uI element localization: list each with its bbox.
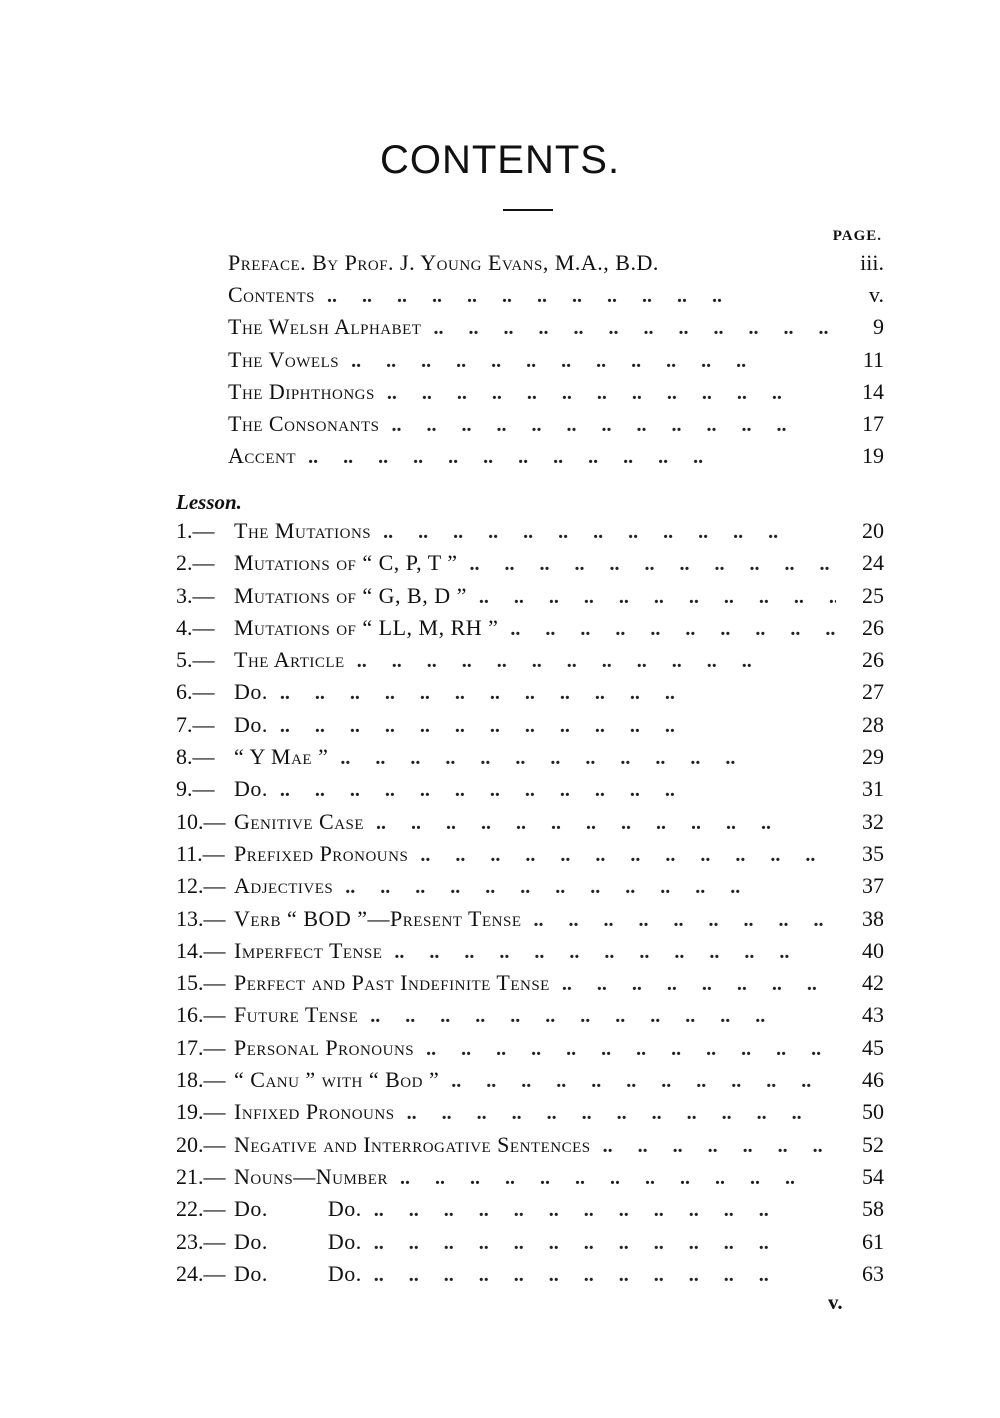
lesson-entry[interactable] xyxy=(176,1002,884,1034)
lesson-number: 1.— xyxy=(176,518,215,543)
lesson-number: 16.— xyxy=(176,1002,226,1028)
lesson-number: 5.— xyxy=(176,647,215,673)
lesson-title: Mutations of “ G, B, D ” xyxy=(234,582,467,608)
lesson-entry[interactable] xyxy=(176,809,884,841)
lesson-number: 3.— xyxy=(176,582,215,608)
lesson-entry[interactable] xyxy=(176,1164,884,1196)
lesson-entry[interactable] xyxy=(176,970,884,1002)
dot-leader xyxy=(374,1232,836,1255)
toc-entry-label: Preface. By Prof. J. Young Evans, M.A., B.D. xyxy=(228,250,659,275)
lesson-title: Do. Do. xyxy=(234,1228,362,1254)
lesson-number: 6.— xyxy=(176,679,215,705)
lesson-title: Mutations of “ C, P, T ” xyxy=(234,550,458,576)
lesson-title: Imperfect Tense xyxy=(234,937,383,963)
lesson-title: Do. Do. xyxy=(234,1260,362,1286)
lesson-entry[interactable] xyxy=(176,1067,884,1099)
toc-entry-contents[interactable] xyxy=(228,282,884,314)
lesson-title: Verb “ BOD ”—Present Tense xyxy=(234,905,522,931)
lesson-page: 26 xyxy=(862,614,884,640)
toc-entry-page: 17 xyxy=(862,410,884,436)
lesson-page: 61 xyxy=(862,1228,884,1254)
lesson-entry[interactable] xyxy=(176,583,884,615)
dot-leader xyxy=(374,1264,836,1287)
lesson-number: 20.— xyxy=(176,1131,226,1157)
lesson-page: 54 xyxy=(862,1163,884,1189)
lesson-entry[interactable] xyxy=(176,518,884,550)
lesson-page: 46 xyxy=(862,1067,884,1093)
lesson-number: 9.— xyxy=(176,776,215,802)
dot-leader xyxy=(357,650,836,673)
lesson-number: 13.— xyxy=(176,905,226,931)
dot-leader xyxy=(280,715,836,738)
toc-entry-label: Contents xyxy=(228,282,316,308)
lesson-page: 28 xyxy=(862,711,884,737)
dot-leader xyxy=(470,553,836,576)
lesson-page: 31 xyxy=(862,776,884,802)
toc-entry-page: iii. xyxy=(860,250,884,275)
lesson-page: 40 xyxy=(862,937,884,963)
lesson-entry[interactable] xyxy=(176,744,884,776)
lesson-entry[interactable] xyxy=(176,615,884,647)
lesson-number: 17.— xyxy=(176,1034,226,1060)
front-matter-list xyxy=(228,250,884,475)
lesson-entry[interactable] xyxy=(176,873,884,905)
dot-leader xyxy=(280,682,836,705)
lesson-title: The Article xyxy=(234,647,345,673)
lesson-page: 26 xyxy=(862,647,884,673)
lesson-page: 25 xyxy=(862,582,884,608)
lesson-title: Prefixed Pronouns xyxy=(234,840,409,866)
toc-entry-page: 14 xyxy=(862,378,884,404)
lesson-page: 20 xyxy=(862,518,884,543)
lesson-entry[interactable] xyxy=(176,550,884,582)
lesson-entry[interactable] xyxy=(176,938,884,970)
dot-leader xyxy=(280,779,836,802)
toc-entry-label: The Diphthongs xyxy=(228,378,375,404)
dot-leader xyxy=(376,812,836,835)
lesson-page: 24 xyxy=(862,550,884,576)
toc-entry-consonants[interactable] xyxy=(228,411,884,443)
dot-leader xyxy=(394,941,836,964)
lesson-number: 11.— xyxy=(176,840,225,866)
lesson-page: 50 xyxy=(862,1099,884,1125)
lesson-page: 38 xyxy=(862,905,884,931)
lesson-page: 52 xyxy=(862,1131,884,1157)
lesson-number: 18.— xyxy=(176,1067,226,1093)
dot-leader xyxy=(327,285,836,308)
lesson-entry[interactable] xyxy=(176,906,884,938)
toc-entry-welsh-alphabet[interactable] xyxy=(228,314,884,346)
lesson-page: 45 xyxy=(862,1034,884,1060)
lesson-number: 2.— xyxy=(176,550,215,576)
toc-entry-vowels[interactable] xyxy=(228,347,884,379)
lesson-heading: Lesson. xyxy=(176,490,242,514)
page-folio: v. xyxy=(828,1290,843,1314)
lesson-page: 43 xyxy=(862,1002,884,1028)
dot-leader xyxy=(374,1199,836,1222)
toc-entry-label: The Consonants xyxy=(228,410,380,436)
dot-leader xyxy=(351,350,836,373)
dot-leader xyxy=(562,973,836,996)
lesson-entry[interactable] xyxy=(176,1261,884,1293)
lesson-entry[interactable] xyxy=(176,1132,884,1164)
page-column-header: PAGE. xyxy=(832,228,882,244)
dot-leader xyxy=(433,317,836,340)
lesson-entry[interactable] xyxy=(176,1196,884,1228)
toc-entry-accent[interactable] xyxy=(228,443,884,475)
lesson-title: Nouns—Number xyxy=(234,1163,388,1189)
lesson-entry[interactable] xyxy=(176,1035,884,1067)
dot-leader xyxy=(426,1038,836,1061)
lesson-entry[interactable] xyxy=(176,647,884,679)
lesson-title: Infixed Pronouns xyxy=(234,1099,395,1125)
lesson-title: Do. Do. xyxy=(234,1196,362,1222)
dot-leader xyxy=(340,747,836,770)
lesson-title: “ Y Mae ” xyxy=(234,744,329,770)
dot-leader xyxy=(420,844,836,867)
toc-entry-diphthongs[interactable] xyxy=(228,379,884,411)
lesson-title: Perfect and Past Indefinite Tense xyxy=(234,970,550,996)
lesson-number: 7.— xyxy=(176,711,215,737)
dot-leader xyxy=(407,1102,836,1125)
lesson-number: 23.— xyxy=(176,1228,226,1254)
lesson-number: 10.— xyxy=(176,808,226,834)
lesson-number: 24.— xyxy=(176,1260,226,1286)
dot-leader xyxy=(391,414,836,437)
lesson-title: Do. xyxy=(234,776,268,802)
lesson-title: Adjectives xyxy=(234,873,334,899)
dot-leader xyxy=(383,521,836,544)
lesson-page: 32 xyxy=(862,808,884,834)
toc-entry-page: 19 xyxy=(862,443,884,469)
dot-leader xyxy=(370,1005,836,1028)
lesson-entry[interactable] xyxy=(176,1099,884,1131)
title-rule xyxy=(503,209,553,211)
lesson-number: 4.— xyxy=(176,614,215,640)
toc-entry-label: Accent xyxy=(228,443,297,469)
lesson-number: 22.— xyxy=(176,1196,226,1222)
lesson-number: 21.— xyxy=(176,1163,226,1189)
dot-leader xyxy=(345,876,836,899)
toc-entry-page: 11 xyxy=(862,346,884,372)
dot-leader xyxy=(603,1135,836,1158)
dot-leader xyxy=(451,1070,836,1093)
lesson-entry[interactable] xyxy=(176,1229,884,1261)
toc-entry-preface[interactable] xyxy=(228,250,884,282)
dot-leader xyxy=(479,586,836,609)
lesson-number: 15.— xyxy=(176,970,226,996)
lesson-number: 8.— xyxy=(176,744,215,770)
page-title: CONTENTS. xyxy=(379,138,621,182)
lesson-title: Mutations of “ LL, M, RH ” xyxy=(234,614,499,640)
toc-entry-label: The Vowels xyxy=(228,346,340,372)
dot-leader xyxy=(533,909,836,932)
lesson-title: Future Tense xyxy=(234,1002,359,1028)
lesson-page: 63 xyxy=(862,1260,884,1286)
lesson-page: 35 xyxy=(862,840,884,866)
lesson-page: 42 xyxy=(862,970,884,996)
lesson-title: Negative and Interrogative Sentences xyxy=(234,1131,591,1157)
dot-leader xyxy=(387,382,836,405)
lesson-number: 12.— xyxy=(176,873,226,899)
toc-entry-page: 9 xyxy=(873,314,884,340)
lesson-number: 19.— xyxy=(176,1099,226,1125)
lesson-title: “ Canu ” with “ Bod ” xyxy=(234,1067,440,1093)
lesson-page: 37 xyxy=(862,873,884,899)
lesson-number: 14.— xyxy=(176,937,226,963)
lesson-entry[interactable] xyxy=(176,841,884,873)
lesson-entry[interactable] xyxy=(176,679,884,711)
dot-leader xyxy=(400,1167,836,1190)
dot-leader xyxy=(308,446,836,469)
toc-entry-label: The Welsh Alphabet xyxy=(228,314,422,340)
lesson-title: Do. xyxy=(234,679,268,705)
lesson-entry[interactable] xyxy=(176,712,884,744)
toc-entry-page: v. xyxy=(868,282,884,308)
lesson-title: The Mutations xyxy=(234,518,372,543)
lesson-page: 58 xyxy=(862,1196,884,1222)
lesson-title: Personal Pronouns xyxy=(234,1034,415,1060)
lesson-page: 29 xyxy=(862,744,884,770)
lesson-title: Do. xyxy=(234,711,268,737)
lesson-page: 27 xyxy=(862,679,884,705)
dot-leader xyxy=(510,618,836,641)
lessons-list xyxy=(176,518,884,1293)
lesson-entry[interactable] xyxy=(176,776,884,808)
lesson-title: Genitive Case xyxy=(234,808,365,834)
